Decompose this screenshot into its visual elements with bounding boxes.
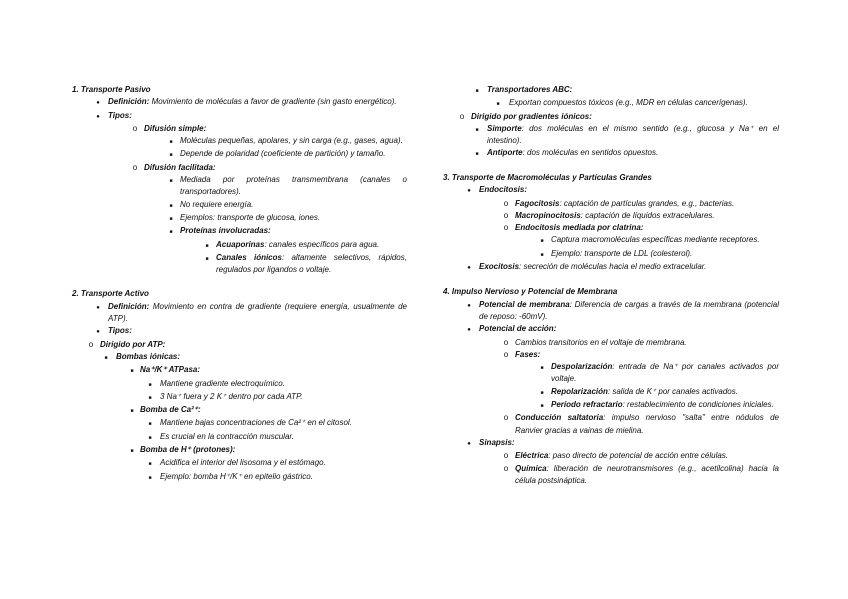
square-bullet-icon [533, 248, 551, 261]
square-bullet-icon [140, 417, 160, 430]
square-bullet-icon [533, 386, 551, 399]
square-bullet-icon [140, 457, 160, 470]
list-item: ■ Es crucial en la contracción muscular. [72, 431, 407, 444]
list-item: ■ Bomba de Ca²⁺: [72, 404, 407, 417]
square-bullet-icon [96, 351, 116, 364]
list-item: ■ Período refractario: restablecimiento de condiciones iniciales. [443, 399, 779, 412]
square-bullet-icon [467, 123, 487, 136]
list-item: ■ Acidifica el interior del lisosoma y el estómago. [72, 457, 407, 470]
list-item: ■ Na⁺/K⁺ ATPasa: [72, 364, 407, 377]
circle-bullet-icon [497, 198, 515, 210]
list-item: o Difusión facilitada: [72, 162, 407, 174]
circle-bullet-icon [126, 123, 144, 135]
square-bullet-icon [162, 174, 180, 187]
list-item: ■ 3 Na⁺ fuera y 2 K⁺ dentro por cada ATP. [72, 391, 407, 404]
bullet-icon [88, 96, 108, 109]
left-column [72, 84, 407, 484]
list-item: ■ Bomba de H⁺ (protones): [72, 444, 407, 457]
list-item: ● Definición: Movimiento de moléculas a favor de gradiente (sin gasto energético). [72, 96, 407, 109]
bullet-icon [459, 323, 479, 336]
right-column-continuation [443, 84, 779, 161]
circle-bullet-icon [497, 337, 515, 349]
circle-bullet-icon [497, 349, 515, 361]
circle-bullet-icon [497, 210, 515, 222]
list-item: o Dirigido por ATP: [72, 339, 407, 351]
circle-bullet-icon [453, 111, 471, 123]
list-item: ■ Repolarización: salida de K⁺ por canales activados. [443, 386, 779, 399]
square-bullet-icon [198, 239, 216, 252]
list-item: ■ No requiere energía. [72, 199, 407, 212]
bullet-icon [88, 110, 108, 123]
list-item: ■ Ejemplo: bomba H⁺/K⁺ en epitelio gástrico. [72, 471, 407, 484]
list-item: o Macropinocitosis: captación de líquidos extracelulares. [443, 210, 779, 222]
section-heading-3: 3. Transporte de Macromoléculas y Partículas Grandes [443, 173, 652, 182]
list-item: o Eléctrica: paso directo de potencial de acción entre células. [443, 450, 779, 462]
list-item: o Química: liberación de neurotransmisores (e.g., acetilcolina) hacia la célula postsináptica. [443, 463, 779, 488]
square-bullet-icon [162, 212, 180, 225]
square-bullet-icon [140, 391, 160, 404]
list-item: ■ Mantiene bajas concentraciones de Ca²⁺ en el citosol. [72, 417, 407, 430]
list-item: ● Tipos: [72, 110, 407, 123]
list-item: o Cambios transitorios en el voltaje de membrana. [443, 337, 779, 349]
list-item: ● Sinapsis: [443, 437, 779, 450]
square-bullet-icon [533, 399, 551, 412]
list-item: ■ Antiporte: dos moléculas en sentidos opuestos. [443, 147, 779, 160]
square-bullet-icon [162, 225, 180, 238]
list-item: o Dirigido por gradientes iónicos: [443, 111, 779, 123]
circle-bullet-icon [82, 339, 100, 351]
square-bullet-icon [162, 199, 180, 212]
square-bullet-icon [140, 431, 160, 444]
list-item: ■ Exportan compuestos tóxicos (e.g., MDR en células cancerígenas). [443, 97, 779, 110]
square-bullet-icon [162, 135, 180, 148]
list-item: ■ Depende de polaridad (coeficiente de partición) y tamaño. [72, 148, 407, 161]
list-item: ■ Despolarización: entrada de Na⁺ por canales activados por voltaje. [443, 361, 779, 386]
list-item: ■ Ejemplos: transporte de glucosa, iones. [72, 212, 407, 225]
list-item: ● Tipos: [72, 325, 407, 338]
list-item: o Fases: [443, 349, 779, 361]
list-item: ● Exocitosis: secreción de moléculas hacia el medio extracelular. [443, 261, 779, 274]
list-item: ■ Bombas iónicas: [72, 351, 407, 364]
list-item: o Fagocitosis: captación de partículas grandes, e.g., bacterias. [443, 198, 779, 210]
list-item: o Difusión simple: [72, 123, 407, 135]
list-item: ■ Moléculas pequeñas, apolares, y sin carga (e.g., gases, agua). [72, 135, 407, 148]
list-item: o Conducción saltatoria: impulso nervioso "salta" entre nódulos de Ranvier gracias a vainas de mielina. [443, 412, 779, 437]
circle-bullet-icon [126, 162, 144, 174]
bullet-icon [459, 184, 479, 197]
square-bullet-icon [533, 234, 551, 247]
list-item: o Endocitosis mediada por clatrina: [443, 222, 779, 234]
list-item: ■ Mantiene gradiente electroquímico. [72, 378, 407, 391]
bullet-icon [459, 437, 479, 450]
list-item: ■ Captura macromoléculas específicas mediante receptores. [443, 234, 779, 247]
list-item: ■ Simporte: dos moléculas en el mismo sentido (e.g., glucosa y Na⁺ en el intestino). [443, 123, 779, 148]
list-item: ■ Mediada por proteínas transmembrana (canales o transportadores). [72, 174, 407, 199]
list-item: ■ Transportadores ABC: [443, 84, 779, 97]
section-heading-4: 4. Impulso Nervioso y Potencial de Membrana [443, 287, 618, 297]
square-bullet-icon [162, 148, 180, 161]
section-heading-2: 2. Transporte Activo [72, 289, 149, 299]
list-item: ■ Canales iónicos: altamente selectivos, rápidos, regulados por ligandos o voltaje. [72, 252, 407, 277]
square-bullet-icon [198, 252, 216, 265]
square-bullet-icon [533, 361, 551, 374]
bullet-icon [88, 325, 108, 338]
square-bullet-icon [487, 97, 509, 110]
bullet-icon [459, 299, 479, 312]
circle-bullet-icon [497, 412, 515, 424]
circle-bullet-icon [497, 463, 515, 475]
list-item: ■ Proteínas involucradas: [72, 225, 407, 238]
square-bullet-icon [124, 364, 140, 377]
list-item: ● Definición: Movimiento en contra de gradiente (requiere energía, usualmente de ATP). [72, 301, 407, 326]
list-item: ● Potencial de acción: [443, 323, 779, 336]
square-bullet-icon [467, 147, 487, 160]
list-item: ■ Acuaporinas: canales específicos para agua. [72, 239, 407, 252]
square-bullet-icon [140, 471, 160, 484]
square-bullet-icon [124, 404, 140, 417]
list-item: ● Endocitosis: [443, 184, 779, 197]
square-bullet-icon [467, 84, 487, 97]
circle-bullet-icon [497, 222, 515, 234]
square-bullet-icon [140, 378, 160, 391]
bullet-icon [88, 301, 108, 314]
circle-bullet-icon [497, 450, 515, 462]
square-bullet-icon [124, 444, 140, 457]
bullet-icon [459, 261, 479, 274]
list-item: ● Potencial de membrana: Diferencia de cargas a través de la membrana (potencial de reposo: -60mV). [443, 299, 779, 324]
right-column [443, 172, 779, 487]
list-item: ■ Ejemplo: transporte de LDL (colesterol). [443, 248, 779, 261]
section-heading-1: 1. Transporte Pasivo [72, 85, 151, 94]
